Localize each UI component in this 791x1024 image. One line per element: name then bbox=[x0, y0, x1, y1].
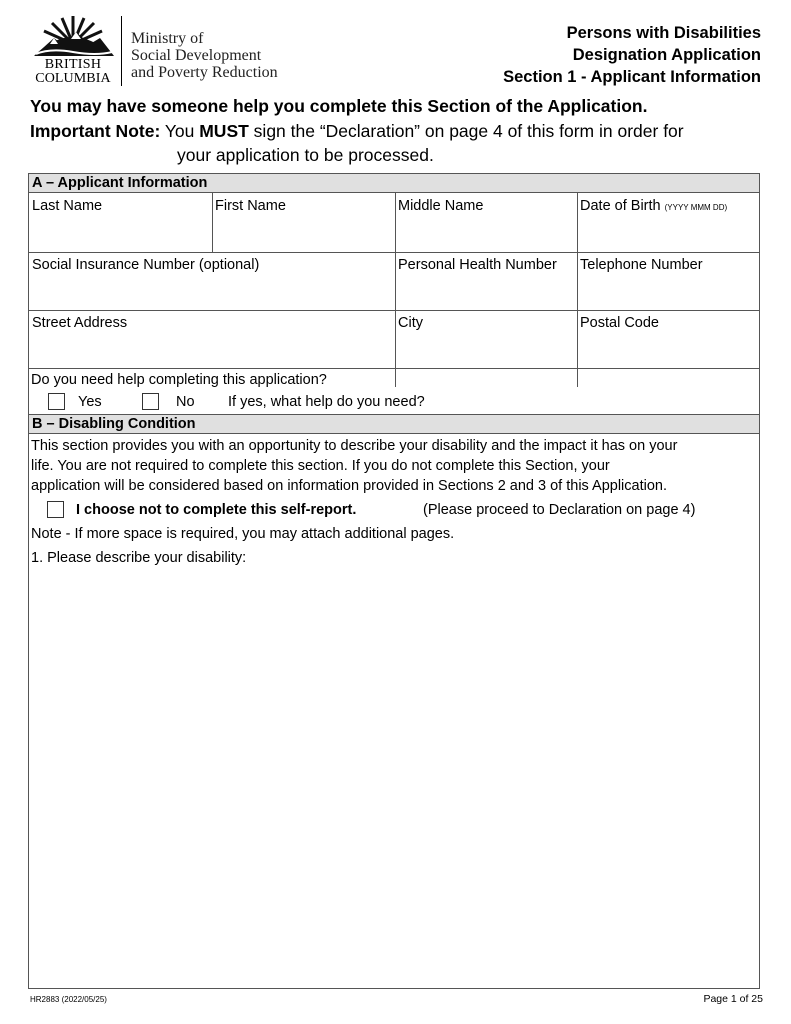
divider bbox=[577, 193, 578, 387]
self-report-optout-checkbox[interactable] bbox=[47, 501, 64, 518]
self-report-optout-note: (Please proceed to Declaration on page 4) bbox=[423, 502, 696, 518]
help-question: Do you need help completing this application? bbox=[31, 372, 327, 388]
header-divider bbox=[121, 16, 122, 86]
disability-description-area[interactable] bbox=[31, 570, 757, 980]
help-what-label: If yes, what help do you need? bbox=[228, 394, 425, 410]
section-b-paragraph-line-2: life. You are not required to complete this section. If you do not complete this Section, your bbox=[31, 458, 610, 474]
page-number: Page 1 of 25 bbox=[703, 993, 763, 1005]
important-note-must: MUST bbox=[199, 121, 249, 141]
space-note: Note - If more space is required, you may attach additional pages. bbox=[31, 526, 455, 542]
dob-label bbox=[580, 197, 727, 217]
bc-government-logo bbox=[30, 14, 114, 86]
question-1-label: 1. Please describe your disability: bbox=[31, 550, 247, 566]
help-no-label: No bbox=[176, 394, 195, 410]
row-divider bbox=[29, 252, 759, 253]
help-yes-label: Yes bbox=[78, 394, 102, 410]
application-form bbox=[28, 173, 760, 989]
street-address-label: Street Address bbox=[32, 315, 128, 331]
important-note bbox=[30, 121, 684, 142]
dob-format: (YYYY MMM DD) bbox=[664, 203, 728, 212]
help-notice: You may have someone help you complete this Section of the Application. bbox=[30, 96, 648, 116]
divider bbox=[395, 193, 396, 387]
dob-label-text: Date of Birth bbox=[580, 198, 661, 214]
middle-name-label: Middle Name bbox=[398, 198, 484, 214]
help-no-checkbox[interactable] bbox=[142, 393, 159, 410]
important-note-post: sign the “Declaration” on page 4 of this form in order for bbox=[248, 121, 684, 141]
important-note-line-2: your application to be processed. bbox=[177, 145, 434, 165]
section-b-paragraph-line-3: application will be considered based on information provided in Sections 2 and 3 of this Application. bbox=[31, 478, 667, 494]
first-name-label: First Name bbox=[215, 198, 286, 214]
self-report-optout-label: I choose not to complete this self-report. bbox=[76, 502, 357, 518]
help-yes-checkbox[interactable] bbox=[48, 393, 65, 410]
form-title bbox=[503, 22, 761, 88]
sun-mountain-icon bbox=[30, 14, 116, 60]
logo-text-british: BRITISH bbox=[44, 57, 102, 72]
last-name-label: Last Name bbox=[32, 198, 103, 214]
ministry-line-2: Social Development bbox=[131, 47, 262, 64]
divider bbox=[212, 193, 213, 252]
title-line-3: Section 1 - Applicant Information bbox=[503, 68, 761, 86]
form-code: HR2883 (2022/05/25) bbox=[30, 995, 107, 1004]
ministry-line-1: Ministry of bbox=[131, 30, 204, 47]
phn-label: Personal Health Number bbox=[398, 257, 557, 273]
ministry-line-3: and Poverty Reduction bbox=[131, 64, 278, 81]
row-divider bbox=[29, 368, 759, 369]
section-b-paragraph-line-1: This section provides you with an opportunity to describe your disability and the impact it has on your bbox=[31, 438, 678, 454]
ministry-name bbox=[131, 30, 278, 81]
city-label: City bbox=[398, 315, 423, 331]
section-a-heading: A – Applicant Information bbox=[29, 174, 759, 193]
section-b-heading: B – Disabling Condition bbox=[29, 415, 759, 434]
row-divider bbox=[29, 310, 759, 311]
telephone-label: Telephone Number bbox=[580, 257, 703, 273]
postal-code-label: Postal Code bbox=[580, 315, 659, 331]
title-line-2: Designation Application bbox=[572, 46, 761, 64]
title-line-1: Persons with Disabilities bbox=[566, 24, 761, 42]
important-note-pre: You bbox=[160, 121, 200, 141]
logo-text-columbia: COLUMBIA bbox=[35, 71, 111, 86]
sin-label: Social Insurance Number (optional) bbox=[32, 257, 260, 273]
important-note-label: Important Note: bbox=[30, 121, 161, 141]
